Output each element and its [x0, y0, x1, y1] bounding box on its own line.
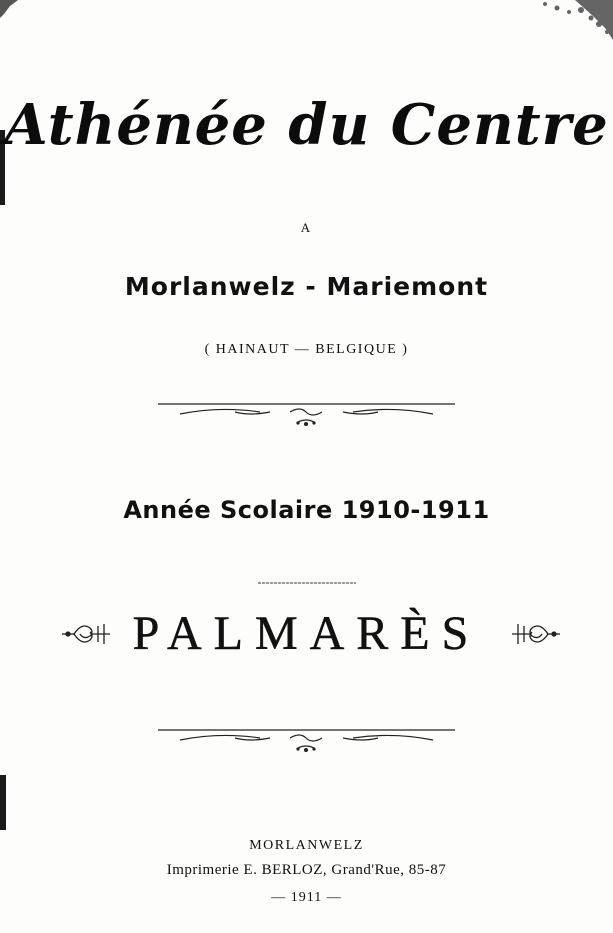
page-corner-smudge-right	[535, 0, 613, 50]
flourish-divider-icon-lower	[150, 726, 463, 756]
school-title: Athénée du Centre	[4, 92, 609, 158]
page-corner-smudge	[0, 0, 22, 22]
imprint-place: MORLANWELZ	[249, 838, 364, 853]
heading-row	[0, 606, 613, 676]
palmares-heading: PALMARÈS	[132, 607, 481, 660]
short-rule	[258, 571, 356, 573]
city-name: Morlanwelz - Mariemont	[124, 272, 489, 301]
scroll-ornament-icon-right	[510, 614, 562, 654]
school-year: Année Scolaire 1910-1911	[123, 496, 490, 524]
imprint-printer: Imprimerie E. BERLOZ, Grand'Rue, 85-87	[166, 862, 447, 878]
binding-edge-mark-lower	[0, 775, 6, 830]
preposition: A	[300, 220, 313, 235]
region-label: ( HAINAUT — BELGIQUE )	[204, 342, 409, 357]
flourish-divider-icon	[150, 400, 463, 430]
imprint-year: — 1911 —	[271, 890, 342, 905]
